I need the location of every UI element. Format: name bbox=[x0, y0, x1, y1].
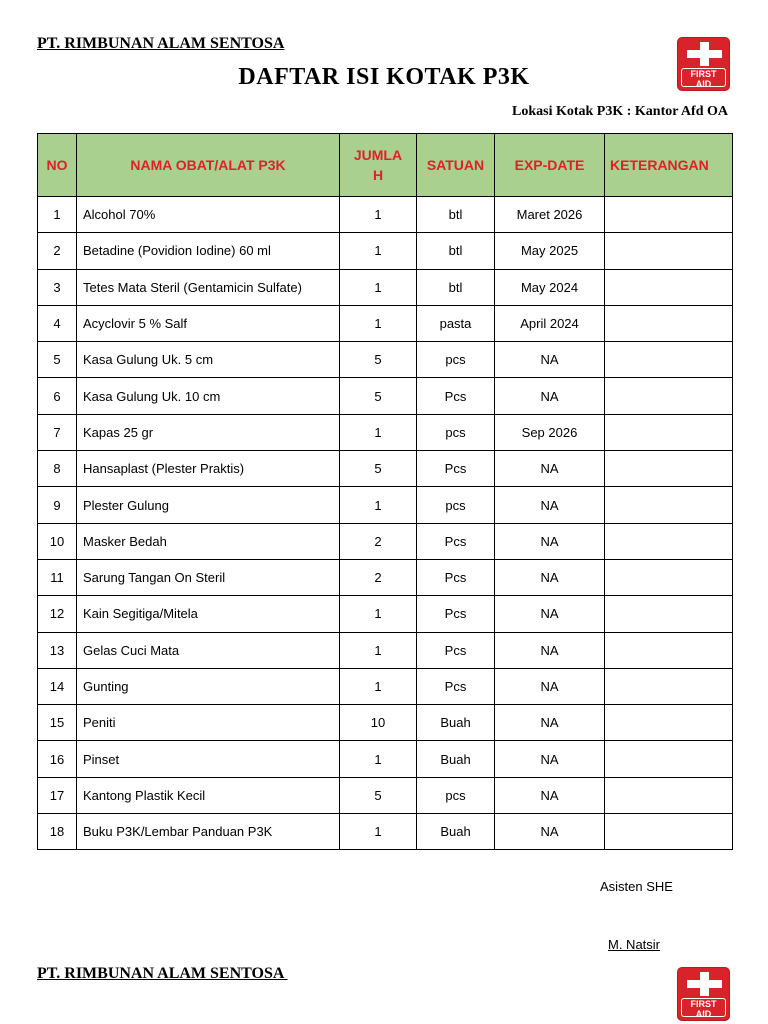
cell-unit: pcs bbox=[417, 487, 495, 523]
cell-note bbox=[605, 632, 733, 668]
cell-qty: 5 bbox=[340, 342, 417, 378]
cell-note bbox=[605, 814, 733, 850]
red-cross-icon bbox=[687, 42, 722, 66]
table-row bbox=[38, 414, 733, 450]
cell-note bbox=[605, 487, 733, 523]
cell-exp-date: NA bbox=[495, 632, 605, 668]
cell-unit: pasta bbox=[417, 305, 495, 341]
cell-no: 4 bbox=[38, 305, 77, 341]
cell-name: Peniti bbox=[77, 705, 340, 741]
cell-no: 1 bbox=[38, 197, 77, 233]
table-row bbox=[38, 487, 733, 523]
cell-note bbox=[605, 305, 733, 341]
cell-unit: Pcs bbox=[417, 559, 495, 595]
table-row bbox=[38, 741, 733, 777]
cell-unit: pcs bbox=[417, 777, 495, 813]
column-header-name: NAMA OBAT/ALAT P3K bbox=[77, 134, 340, 197]
cell-unit: btl bbox=[417, 197, 495, 233]
column-header-exp-date: EXP-DATE bbox=[495, 134, 605, 197]
column-header-note: KETERANGAN bbox=[605, 134, 733, 197]
cell-qty: 1 bbox=[340, 668, 417, 704]
cell-name: Plester Gulung bbox=[77, 487, 340, 523]
cell-no: 18 bbox=[38, 814, 77, 850]
cell-note bbox=[605, 523, 733, 559]
first-aid-badge-text: FIRST AID bbox=[681, 998, 726, 1017]
cell-exp-date: May 2024 bbox=[495, 269, 605, 305]
cell-unit: Pcs bbox=[417, 632, 495, 668]
cell-note bbox=[605, 342, 733, 378]
cell-unit: pcs bbox=[417, 414, 495, 450]
cell-note bbox=[605, 269, 733, 305]
signer-name: M. Natsir bbox=[608, 937, 660, 952]
cell-unit: Pcs bbox=[417, 668, 495, 704]
cell-note bbox=[605, 596, 733, 632]
cell-no: 11 bbox=[38, 559, 77, 595]
cell-name: Kasa Gulung Uk. 10 cm bbox=[77, 378, 340, 414]
cell-qty: 1 bbox=[340, 632, 417, 668]
box-location: Lokasi Kotak P3K : Kantor Afd OA bbox=[512, 104, 728, 119]
cell-qty: 1 bbox=[340, 814, 417, 850]
cell-note bbox=[605, 233, 733, 269]
cell-qty: 2 bbox=[340, 559, 417, 595]
cell-qty: 1 bbox=[340, 487, 417, 523]
cell-exp-date: NA bbox=[495, 342, 605, 378]
cell-exp-date: NA bbox=[495, 559, 605, 595]
table-row bbox=[38, 814, 733, 850]
first-aid-icon bbox=[677, 967, 730, 1021]
cell-name: Masker Bedah bbox=[77, 523, 340, 559]
table-row bbox=[38, 632, 733, 668]
cell-name: Gelas Cuci Mata bbox=[77, 632, 340, 668]
company-name-footer: PT. RIMBUNAN ALAM SENTOSA bbox=[37, 965, 288, 982]
cell-no: 7 bbox=[38, 414, 77, 450]
table-row bbox=[38, 523, 733, 559]
column-header-no: NO bbox=[38, 134, 77, 197]
red-cross-icon bbox=[687, 972, 722, 996]
cell-exp-date: NA bbox=[495, 451, 605, 487]
cell-qty: 1 bbox=[340, 741, 417, 777]
cell-exp-date: NA bbox=[495, 777, 605, 813]
cell-exp-date: NA bbox=[495, 668, 605, 704]
table-row bbox=[38, 305, 733, 341]
table-row bbox=[38, 777, 733, 813]
cell-exp-date: NA bbox=[495, 705, 605, 741]
cell-qty: 2 bbox=[340, 523, 417, 559]
cell-note bbox=[605, 451, 733, 487]
cell-no: 8 bbox=[38, 451, 77, 487]
cell-no: 6 bbox=[38, 378, 77, 414]
cell-note bbox=[605, 378, 733, 414]
cell-unit: Buah bbox=[417, 741, 495, 777]
first-aid-icon bbox=[677, 37, 730, 91]
table-row bbox=[38, 233, 733, 269]
cell-exp-date: NA bbox=[495, 487, 605, 523]
table-row bbox=[38, 705, 733, 741]
cell-name: Hansaplast (Plester Praktis) bbox=[77, 451, 340, 487]
cell-exp-date: NA bbox=[495, 814, 605, 850]
cell-unit: Buah bbox=[417, 814, 495, 850]
cell-exp-date: May 2025 bbox=[495, 233, 605, 269]
cell-name: Pinset bbox=[77, 741, 340, 777]
cell-no: 2 bbox=[38, 233, 77, 269]
cell-unit: Pcs bbox=[417, 523, 495, 559]
table-row bbox=[38, 197, 733, 233]
table-row bbox=[38, 559, 733, 595]
cell-no: 16 bbox=[38, 741, 77, 777]
cell-name: Tetes Mata Steril (Gentamicin Sulfate) bbox=[77, 269, 340, 305]
cell-name: Kain Segitiga/Mitela bbox=[77, 596, 340, 632]
cell-qty: 5 bbox=[340, 378, 417, 414]
company-name-header: PT. RIMBUNAN ALAM SENTOSA bbox=[37, 35, 285, 52]
cell-name: Kasa Gulung Uk. 5 cm bbox=[77, 342, 340, 378]
cell-unit: Pcs bbox=[417, 451, 495, 487]
column-header-qty: JUMLA H bbox=[340, 134, 417, 197]
cell-qty: 1 bbox=[340, 414, 417, 450]
cell-name: Buku P3K/Lembar Panduan P3K bbox=[77, 814, 340, 850]
cell-no: 10 bbox=[38, 523, 77, 559]
cell-name: Acyclovir 5 % Salf bbox=[77, 305, 340, 341]
table-header-row bbox=[38, 134, 733, 197]
first-aid-inventory-table bbox=[37, 133, 733, 850]
column-header-unit: SATUAN bbox=[417, 134, 495, 197]
cell-no: 3 bbox=[38, 269, 77, 305]
cell-qty: 5 bbox=[340, 777, 417, 813]
cell-note bbox=[605, 705, 733, 741]
cell-no: 15 bbox=[38, 705, 77, 741]
cell-exp-date: NA bbox=[495, 741, 605, 777]
cell-no: 14 bbox=[38, 668, 77, 704]
table-row bbox=[38, 269, 733, 305]
cell-unit: btl bbox=[417, 233, 495, 269]
cell-note bbox=[605, 414, 733, 450]
cell-exp-date: Sep 2026 bbox=[495, 414, 605, 450]
cell-note bbox=[605, 197, 733, 233]
table-row bbox=[38, 342, 733, 378]
cell-name: Betadine (Povidion Iodine) 60 ml bbox=[77, 233, 340, 269]
cell-no: 12 bbox=[38, 596, 77, 632]
cell-unit: Pcs bbox=[417, 596, 495, 632]
cell-qty: 5 bbox=[340, 451, 417, 487]
cell-exp-date: NA bbox=[495, 378, 605, 414]
cell-name: Kapas 25 gr bbox=[77, 414, 340, 450]
cell-note bbox=[605, 741, 733, 777]
first-aid-badge-text: FIRST AID bbox=[681, 68, 726, 87]
cell-no: 13 bbox=[38, 632, 77, 668]
cell-qty: 1 bbox=[340, 596, 417, 632]
cell-unit: btl bbox=[417, 269, 495, 305]
cell-note bbox=[605, 559, 733, 595]
cell-unit: pcs bbox=[417, 342, 495, 378]
table-row bbox=[38, 596, 733, 632]
cell-exp-date: NA bbox=[495, 523, 605, 559]
cell-name: Sarung Tangan On Steril bbox=[77, 559, 340, 595]
table-row bbox=[38, 668, 733, 704]
cell-qty: 1 bbox=[340, 197, 417, 233]
cell-note bbox=[605, 668, 733, 704]
cell-qty: 10 bbox=[340, 705, 417, 741]
cell-exp-date: NA bbox=[495, 596, 605, 632]
document-title: DAFTAR ISI KOTAK P3K bbox=[238, 64, 530, 90]
table-row bbox=[38, 378, 733, 414]
cell-qty: 1 bbox=[340, 233, 417, 269]
cell-qty: 1 bbox=[340, 305, 417, 341]
cell-name: Gunting bbox=[77, 668, 340, 704]
cell-no: 5 bbox=[38, 342, 77, 378]
cell-name: Alcohol 70% bbox=[77, 197, 340, 233]
cell-name: Kantong Plastik Kecil bbox=[77, 777, 340, 813]
cell-no: 9 bbox=[38, 487, 77, 523]
cell-qty: 1 bbox=[340, 269, 417, 305]
cell-unit: Buah bbox=[417, 705, 495, 741]
cell-no: 17 bbox=[38, 777, 77, 813]
cell-unit: Pcs bbox=[417, 378, 495, 414]
table-row bbox=[38, 451, 733, 487]
cell-exp-date: Maret 2026 bbox=[495, 197, 605, 233]
cell-exp-date: April 2024 bbox=[495, 305, 605, 341]
signer-role: Asisten SHE bbox=[600, 879, 673, 894]
cell-note bbox=[605, 777, 733, 813]
